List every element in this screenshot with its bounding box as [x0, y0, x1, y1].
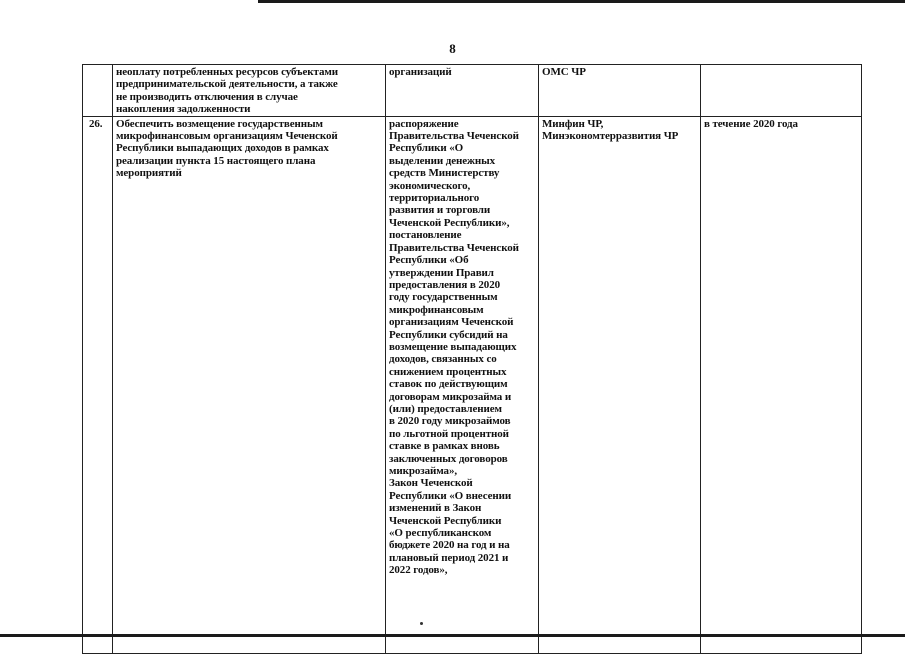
- measures-table: [82, 64, 862, 654]
- table-row: [83, 65, 862, 117]
- table-row: [83, 116, 862, 653]
- row-number-cell: 26.: [83, 116, 113, 653]
- document-cell: распоряжение Правительства Чеченской Республики «О выделении денежных средств Министерству экономического, территориального развития и торговли Чеченской Республики», постановление Правительства Чеченской Республики «Об утверждении Правил предоставления в 2020 году государственным микрофинансовым организациям Чеченской Республики субсидий на возмещение выпадающих доходов, связанных со снижением процентных ставок по действующим договорам микрозайма и (или) предоставлением в 2020 году микрозаймов по льготной процентной ставке в рамках вновь заключенных договоров микрозайма», Закон Чеченской Республики «О внесении изменений в Закон Чеченской Республики «О республиканском бюджете 2020 на год и на плановый период 2021 и 2022 годов»,: [386, 116, 539, 653]
- scan-edge-top: [258, 0, 905, 3]
- page-number: 8: [449, 41, 456, 56]
- scan-edge-bottom: [0, 634, 905, 637]
- term-cell: [701, 65, 862, 117]
- executor-cell: ОМС ЧР: [539, 65, 701, 117]
- row-number-cell: [83, 65, 113, 117]
- action-cell: Обеспечить возмещение государственным микрофинансовым организациям Чеченской Республики выпадающих доходов в рамках реализации пункта 15 настоящего плана мероприятий: [113, 116, 386, 653]
- executor-cell: Минфин ЧР, Минэкономтерразвития ЧР: [539, 116, 701, 653]
- scan-speck: [420, 622, 423, 625]
- action-cell: неоплату потребленных ресурсов субъектами предпринимательской деятельности, а также не производить отключения в случае накопления задолженности: [113, 65, 386, 117]
- term-cell: в течение 2020 года: [701, 116, 862, 653]
- document-cell: организаций: [386, 65, 539, 117]
